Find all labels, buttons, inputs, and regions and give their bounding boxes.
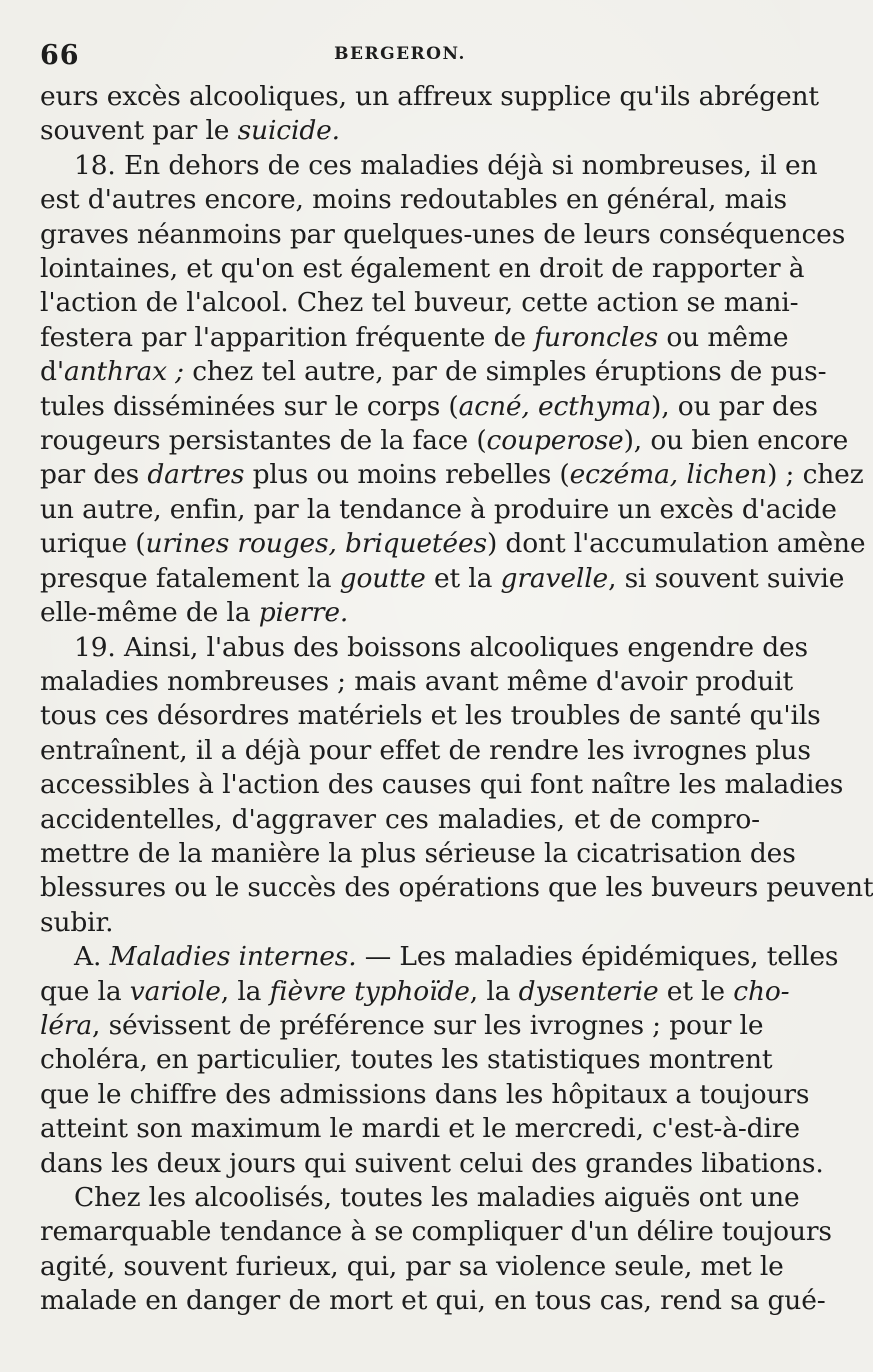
text-line <box>40 286 799 320</box>
italic-text: pierre. <box>258 597 349 629</box>
text-line <box>40 355 827 389</box>
text-segment: ou même <box>658 321 789 353</box>
text-segment: blessures ou le succès des opérations que les buveurs peuvent <box>40 872 873 904</box>
text-segment: ) ; chez <box>767 459 864 491</box>
text-line <box>40 149 818 183</box>
text-segment: accessibles à l'action des causes qui font naître les maladies <box>40 769 844 801</box>
text-segment: remarquable tendance à se compliquer d'un délire toujours <box>40 1216 832 1248</box>
italic-text: léra <box>40 1009 93 1041</box>
text-line <box>40 1009 764 1043</box>
text-segment: entraînent, il a déjà pour effet de rendre les ivrognes plus <box>40 734 811 766</box>
text-segment: l'action de l'alcool. Chez tel buveur, cette action se mani- <box>40 287 799 319</box>
text-line <box>40 114 760 148</box>
text-line <box>40 699 821 733</box>
text-segment: — Les maladies épidémiques, telles <box>356 941 839 973</box>
italic-text: urines rouges, briquetées <box>145 528 487 560</box>
text-segment: presque fatalement la <box>40 562 340 594</box>
text-segment: lointaines, et qu'on est également en droit de rapporter à <box>40 253 805 285</box>
text-segment: mettre de la manière la plus sérieuse la cicatrisation des <box>40 837 796 869</box>
text-line <box>40 562 845 596</box>
text-segment: que la <box>40 975 130 1007</box>
page-number: 66 <box>40 40 80 71</box>
text-line <box>40 1250 784 1284</box>
text-segment: , si souvent suivie <box>608 562 845 594</box>
text-line <box>40 80 819 114</box>
text-segment: , sévissent de préférence sur les ivrognes ; pour le <box>92 1009 764 1041</box>
text-line <box>40 458 864 492</box>
italic-text: eczéma, lichen <box>569 459 768 491</box>
text-segment: souvent par le <box>40 115 238 147</box>
text-line <box>40 975 790 1009</box>
italic-text: dysenterie <box>518 975 659 1007</box>
text-segment: graves néanmoins par quelques-unes de leurs conséquences <box>40 218 846 250</box>
text-segment: urique ( <box>40 528 146 560</box>
text-segment: plus ou moins rebelles ( <box>244 459 570 491</box>
text-line <box>40 527 866 561</box>
italic-text: gravelle <box>500 562 609 594</box>
text-line <box>40 596 760 630</box>
text-segment: Chez les alcoolisés, toutes les maladies aiguës ont une <box>74 1182 800 1213</box>
text-line <box>40 1181 800 1215</box>
text-segment: subir. <box>40 906 114 938</box>
text-line <box>40 871 873 905</box>
text-line <box>40 837 796 871</box>
text-segment: eurs excès alcooliques, un affreux supplice qu'ils abrégent <box>40 81 819 112</box>
text-segment: tules disséminées sur le corps ( <box>40 390 459 422</box>
text-segment: festera par l'apparition fréquente de <box>40 321 535 353</box>
italic-text: variole <box>129 975 221 1007</box>
italic-text: acné, ecthyma <box>458 390 652 422</box>
text-segment: malade en danger de mort et qui, en tous cas, rend sa gué- <box>40 1285 826 1317</box>
text-segment: accidentelles, d'aggraver ces maladies, et de compro- <box>40 803 760 835</box>
text-segment: elle-même de la <box>40 597 259 629</box>
text-line <box>40 906 760 940</box>
text-segment: ), ou par des <box>651 390 818 422</box>
text-segment: par des <box>40 459 148 491</box>
text-segment: ) dont l'accumulation amène <box>486 528 866 560</box>
text-line <box>40 1215 832 1249</box>
text-segment: ), ou bien encore <box>623 425 849 457</box>
text-segment: tous ces désordres matériels et les troubles de santé qu'ils <box>40 700 821 732</box>
text-line <box>40 940 839 974</box>
italic-text: Maladies internes. <box>109 941 357 973</box>
italic-text: suicide. <box>237 115 340 147</box>
text-line <box>40 390 818 424</box>
text-line <box>40 768 844 802</box>
text-segment: 19. Ainsi, l'abus des boissons alcooliques engendre des <box>74 631 808 663</box>
text-line <box>40 1112 800 1146</box>
text-line <box>40 321 789 355</box>
text-segment: , la <box>220 975 270 1007</box>
text-segment: A. <box>74 941 110 973</box>
italic-text: dartres <box>147 459 245 491</box>
body-text <box>40 80 873 1319</box>
italic-text: fièvre typhoïde <box>269 975 470 1007</box>
text-segment: est d'autres encore, moins redoutables en général, mais <box>40 184 787 216</box>
text-segment: et la <box>425 562 501 594</box>
text-segment: un autre, enfin, par la tendance à produire un excès d'acide <box>40 493 837 525</box>
italic-text: furoncles <box>534 321 659 353</box>
italic-text: couperose <box>486 425 624 457</box>
italic-text: goutte <box>339 562 426 594</box>
text-line <box>40 218 846 252</box>
text-line <box>40 183 787 217</box>
text-segment: et le <box>658 975 734 1007</box>
text-line <box>40 1078 810 1112</box>
italic-text: cho- <box>733 975 790 1007</box>
text-segment: rougeurs persistantes de la face ( <box>40 425 487 457</box>
text-segment: d' <box>40 356 64 388</box>
text-line <box>40 1284 826 1318</box>
page-header <box>40 38 760 78</box>
text-line <box>40 631 808 665</box>
text-line <box>40 734 811 768</box>
text-segment: maladies nombreuses ; mais avant même d'avoir produit <box>40 665 794 697</box>
text-segment: choléra, en particulier, toutes les statistiques montrent <box>40 1044 773 1076</box>
text-line <box>40 803 760 837</box>
text-line <box>40 424 849 458</box>
text-segment: 18. En dehors de ces maladies déjà si nombreuses, il en <box>74 149 818 181</box>
text-segment: dans les deux jours qui suivent celui des grandes libations. <box>40 1147 824 1179</box>
text-segment: , la <box>469 975 519 1007</box>
text-segment: agité, souvent furieux, qui, par sa violence seule, met le <box>40 1250 784 1282</box>
text-line <box>40 493 837 527</box>
text-segment: atteint son maximum le mardi et le mercredi, c'est-à-dire <box>40 1113 800 1145</box>
text-line <box>40 1043 773 1077</box>
running-head: BERGERON. <box>334 44 466 64</box>
text-segment: que le chiffre des admissions dans les hôpitaux a toujours <box>40 1078 810 1110</box>
text-segment: chez tel autre, par de simples éruptions de pus- <box>183 356 827 388</box>
italic-text: anthrax ; <box>63 356 184 388</box>
text-line <box>40 252 805 286</box>
text-line <box>40 665 794 699</box>
text-line <box>40 1147 824 1181</box>
